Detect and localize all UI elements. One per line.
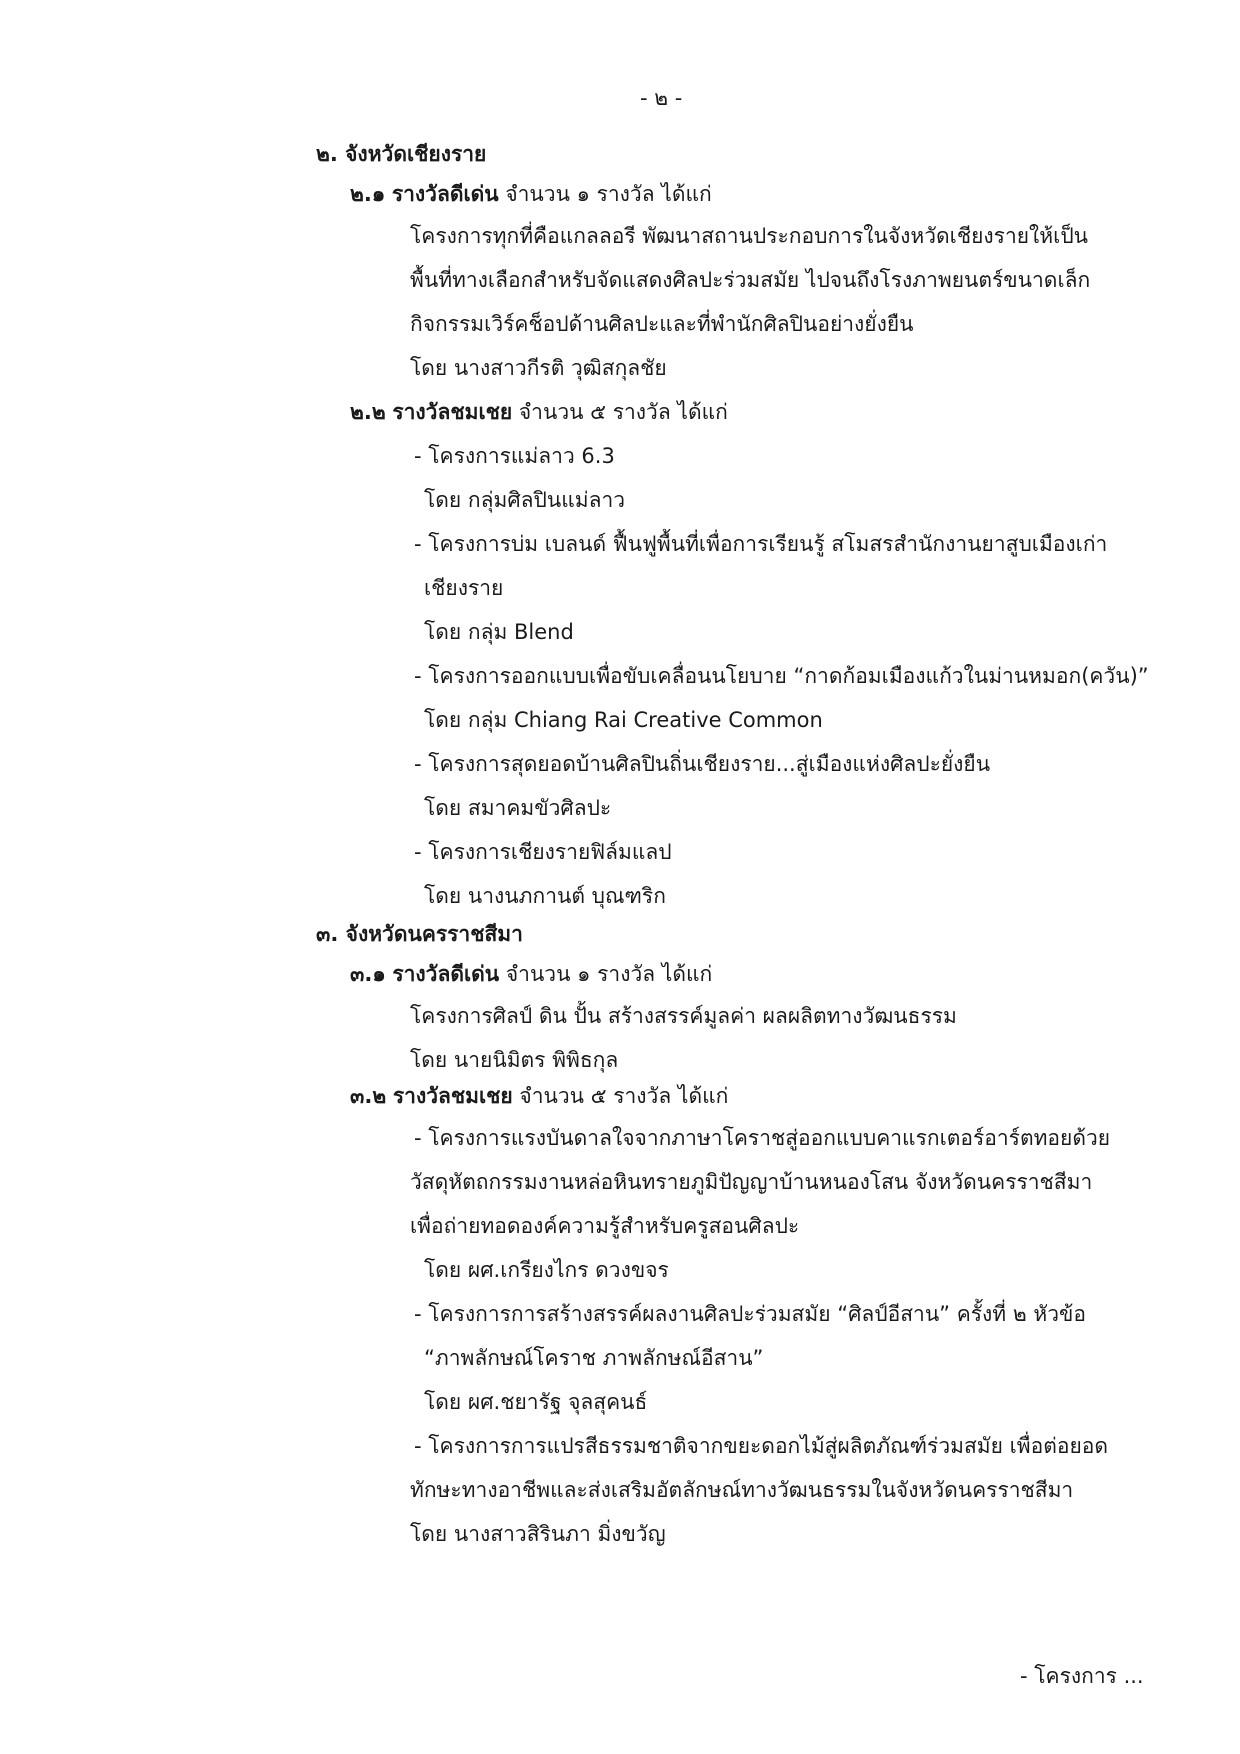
award-number: ๓.๑ bbox=[350, 962, 386, 986]
project-item: - โครงการเชียงรายฟิล์มแลป bbox=[414, 840, 672, 864]
project-item: - โครงการแม่ลาว 6.3 bbox=[414, 444, 615, 468]
award-number: ๒.๑ bbox=[350, 182, 386, 206]
award-heading bbox=[350, 398, 728, 426]
award-label: รางวัลดีเด่น bbox=[392, 962, 500, 986]
award-count: จำนวน ๕ รางวัล ได้แก่ bbox=[518, 400, 728, 424]
project-line: พื้นที่ทางเลือกสำหรับจัดแสดงศิลปะร่วมสมัย ไปจนถึงโรงภาพยนตร์ขนาดเล็ก bbox=[410, 268, 1091, 292]
page-number: - ๒ - bbox=[640, 86, 683, 110]
project-by: โดย ผศ.เกรียงไกร ดวงขจร bbox=[424, 1258, 669, 1282]
project-by: โดย กลุ่ม Chiang Rai Creative Common bbox=[424, 708, 823, 732]
project-by: โดย นางนภกานต์ บุณฑริก bbox=[424, 884, 666, 908]
project-item-cont: เพื่อถ่ายทอดองค์ความรู้สำหรับครูสอนศิลปะ bbox=[410, 1214, 800, 1238]
project-item-cont: เชียงราย bbox=[424, 576, 504, 600]
project-by: โดย กลุ่มศิลปินแม่ลาว bbox=[424, 488, 626, 512]
project-item-cont: ทักษะทางอาชีพและส่งเสริมอัตลักษณ์ทางวัฒนธรรมในจังหวัดนครราชสีมา bbox=[410, 1478, 1074, 1502]
section-heading: ๒. จังหวัดเชียงราย bbox=[316, 142, 487, 166]
project-line: โครงการทุกที่คือแกลลอรี พัฒนาสถานประกอบการในจังหวัดเชียงรายให้เป็น bbox=[410, 224, 1088, 248]
project-item: - โครงการการแปรสีธรรมชาติจากขยะดอกไม้สู่ผลิตภัณฑ์ร่วมสมัย เพื่อต่อยอด bbox=[414, 1434, 1109, 1458]
project-item-cont: วัสดุหัตถกรรมงานหล่อหินทรายภูมิปัญญาบ้านหนองโสน จังหวัดนครราชสีมา bbox=[410, 1170, 1093, 1194]
project-by: โดย ผศ.ชยารัฐ จุลสุคนธ์ bbox=[424, 1390, 648, 1414]
award-count: จำนวน ๑ รางวัล ได้แก่ bbox=[505, 962, 713, 986]
project-item: - โครงการการสร้างสรรค์ผลงานศิลปะร่วมสมัย “ศิลป์อีสาน” ครั้งที่ ๒ หัวข้อ bbox=[414, 1302, 1086, 1326]
award-label: รางวัลดีเด่น bbox=[391, 182, 499, 206]
award-label: รางวัลชมเชย bbox=[392, 400, 513, 424]
project-by: โดย นางสาวสิรินภา มิ่งขวัญ bbox=[410, 1522, 666, 1546]
project-item-cont: “ภาพลักษณ์โคราช ภาพลักษณ์อีสาน” bbox=[424, 1346, 764, 1370]
project-item: - โครงการบ่ม เบลนด์ ฟื้นฟูพื้นที่เพื่อการเรียนรู้ สโมสรสำนักงานยาสูบเมืองเก่า bbox=[414, 532, 1108, 556]
award-number: ๓.๒ bbox=[350, 1084, 387, 1108]
project-item: - โครงการออกแบบเพื่อขับเคลื่อนนโยบาย “กาดก้อมเมืองแก้วในม่านหมอก(ควัน)” bbox=[414, 664, 1149, 688]
project-by: โดย นายนิมิตร พิพิธกุล bbox=[410, 1048, 619, 1072]
project-item: - โครงการสุดยอดบ้านศิลปินถิ่นเชียงราย...สู่เมืองแห่งศิลปะยั่งยืน bbox=[414, 752, 991, 776]
award-number: ๒.๒ bbox=[350, 400, 386, 424]
project-line: โครงการศิลป์ ดิน ปั้น สร้างสรรค์มูลค่า ผลผลิตทางวัฒนธรรม bbox=[410, 1004, 957, 1028]
project-line: กิจกรรมเวิร์คช็อปด้านศิลปะและที่พำนักศิลปินอย่างยั่งยืน bbox=[410, 312, 914, 336]
project-by: โดย กลุ่ม Blend bbox=[424, 620, 574, 644]
continuation-footer: - โครงการ ... bbox=[1020, 1664, 1144, 1688]
award-count: จำนวน ๑ รางวัล ได้แก่ bbox=[505, 182, 712, 206]
award-heading bbox=[350, 180, 712, 208]
project-item: - โครงการแรงบันดาลใจจากภาษาโคราชสู่ออกแบบคาแรกเตอร์อาร์ตทอยด้วย bbox=[414, 1126, 1111, 1150]
project-by: โดย สมาคมขัวศิลปะ bbox=[424, 796, 612, 820]
section-heading: ๓. จังหวัดนครราชสีมา bbox=[316, 922, 523, 946]
award-count: จำนวน ๕ รางวัล ได้แก่ bbox=[519, 1084, 729, 1108]
award-label: รางวัลชมเชย bbox=[392, 1084, 513, 1108]
award-heading bbox=[350, 1082, 728, 1110]
project-by: โดย นางสาวกีรติ วุฒิสกุลชัย bbox=[410, 356, 667, 380]
award-heading bbox=[350, 960, 712, 988]
